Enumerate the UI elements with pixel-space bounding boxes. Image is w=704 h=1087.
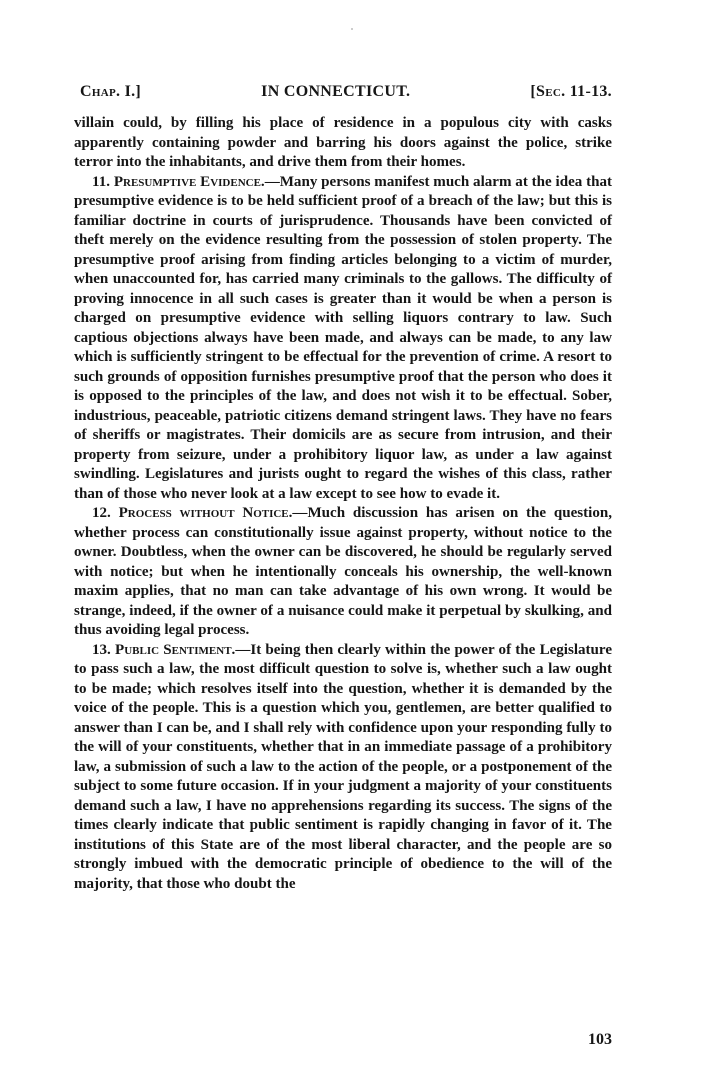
section-heading: Presumptive Evidence. [113,173,265,190]
page-number: 103 [588,1031,612,1048]
running-head [80,83,612,107]
section-text: —Many persons manifest much alarm at the idea that presumptive evidence is to be held sufficient proof of a breach of the law; but this is familiar doctrine in courts of jurisprudence. Thousands have been convicted of theft merely on the evidence resulting from the possession of stolen property. The presumptive proof arising from finding articles belonging to a victim of murder, when unaccounted for, has carried many criminals to the gallows. The difficulty of proving innocence in all such cases is greater than it would be when a person is charged on presumptive evidence with selling liquors contrary to law. Such captious objections always have been made, and always can be made, to any law which is sufficiently stringent to be effectual for the prevention of crime. A resort to such grounds of opposition furnishes presumptive proof that the person who does it is opposed to the principles of the law, and does not wish it to be effectual. Sober, industrious, peaceable, patriotic citizens demand stringent laws. They have no fears of sheriffs or magistrates. Their domicils are as secure from intrusion, and their property from seizure, under a prohibitory liquor law, as under a law against swindling. Legislatures and jurists ought to regard the wishes of this class, rather than of those who never look at a law except to see how to evade it. [74,173,612,502]
paragraph-presumptive-evidence [74,173,612,505]
section-text: —It being then clearly within the power of the Legislature to pass such a law, the most difficult question to solve is, whether such a law ought to be made; which resolves itself into the question, whether it is demanded by the voice of the people. This is a question which you, gentlemen, are better qualified to answer than I can be, and I shall rely with confidence upon your responding fully to the will of your constituents, whether that in an immediate passage of a prohibitory law, a submission of such a law to the action of the people, or a postponement of the subject to some future occasion. If in your judgment a majority of your constituents demand such a law, I have no apprehensions regarding its success. The signs of the times clearly indicate that public sentiment is rapidly changing in favor of it. The institutions of this State are of the most liberal character, and the people are so strongly imbued with the democratic principle of obedience to the will of the majority, that those who doubt the [74,641,613,892]
running-title: IN CONNECTICUT. [261,83,411,100]
paragraph-continued: villain could, by filling his place of residence in a populous city with casks apparently containing powder and barring his doors against the police, strike terror into the inhabitants, and drive them from their homes. [74,115,612,170]
paragraph-process-without-notice [74,504,612,641]
scan-speck [351,28,353,30]
section-text: —Much discussion has arisen on the question, whether process can constitutionally issue against property, without notice to the owner. Doubtless, when the owner can be discovered, he should be regularly served with notice; but when he intentionally conceals his ownership, the well-known maxim applies, that no man can take advantage of his own wrong. It would be strange, indeed, if the owner of a nuisance could make it perpetual by skulking, and thus avoiding legal process. [74,505,612,638]
body-text [74,114,612,894]
chapter-label: Chap. I.] [80,83,142,100]
section-number: 13. [92,641,111,658]
section-number: 11. [92,173,110,190]
section-heading: Public Sentiment. [115,641,236,658]
section-label: [Sec. 11-13. [530,83,612,100]
paragraph-public-sentiment [74,641,612,895]
section-number: 12. [92,505,111,521]
section-heading: Process without Notice. [118,505,293,521]
